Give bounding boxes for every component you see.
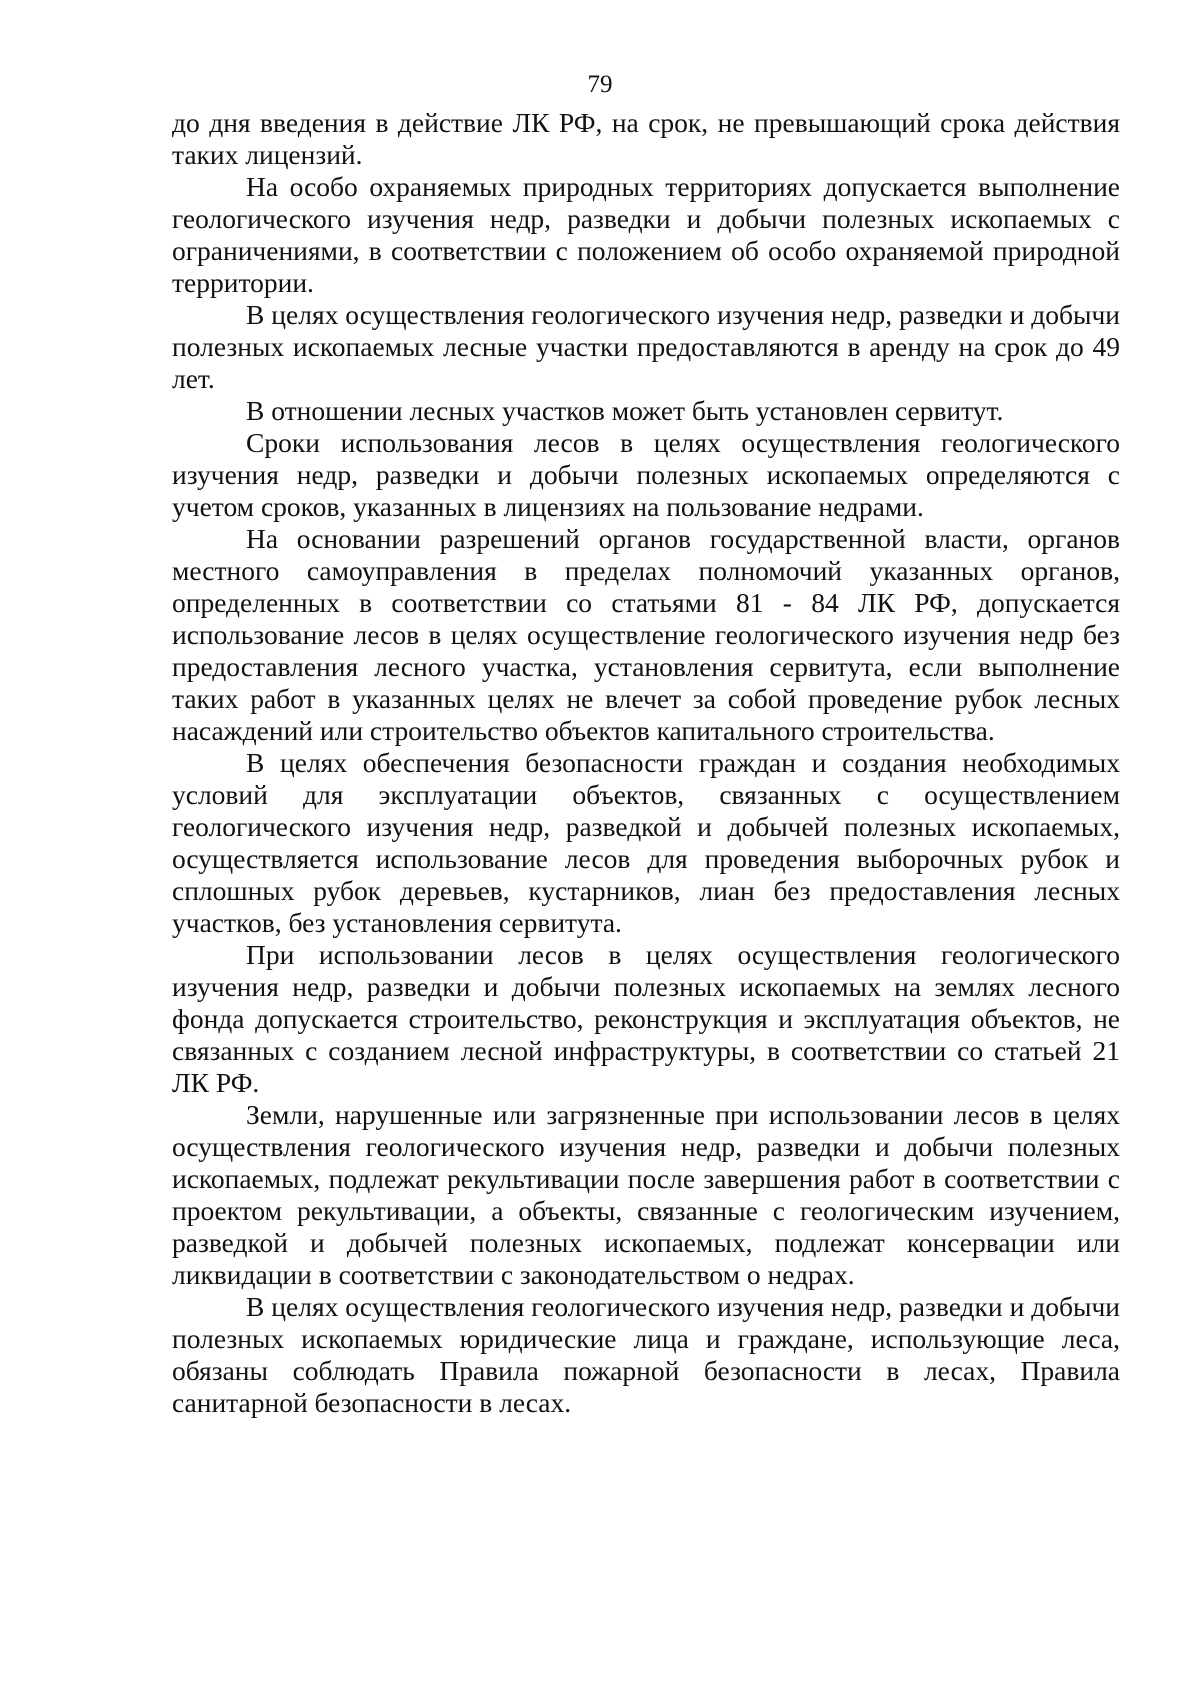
paragraph: На основании разрешений органов государственной власти, органов местного самоуправления в пределах полномочий указанных органов, определенных в соответствии со статьями 81 - 84 ЛК РФ, допускается использование лесов в целях осуществление геологического изучения недр без предоставления лесного участка, установления сервитута, если выполнение таких работ в указанных целях не влечет за собой проведение рубок лесных насаждений или строительство объектов капитального строительства. [172,523,1120,746]
paragraph: Земли, нарушенные или загрязненные при использовании лесов в целях осуществления геологического изучения недр, разведки и добычи полезных ископаемых, подлежат рекультивации после завершения работ в соответствии с проектом рекультивации, а объекты, связанные с геологическим изучением, разведкой и добычей полезных ископаемых, подлежат консервации или ликвидации в соответствии с законодательством о недрах. [172,1099,1120,1290]
paragraph: При использовании лесов в целях осуществления геологического изучения недр, разведки и добычи полезных ископаемых на землях лесного фонда допускается строительство, реконструкция и эксплуатация объектов, не связанных с созданием лесной инфраструктуры, в соответствии со статьей 21 ЛК РФ. [172,939,1120,1098]
document-body [172,107,1120,1419]
page-number: 79 [587,71,613,98]
paragraph: В целях обеспечения безопасности граждан и создания необходимых условий для эксплуатации объектов, связанных с осуществлением геологического изучения недр, разведкой и добычей полезных ископаемых, осуществляется использование лесов для проведения выборочных рубок и сплошных рубок деревьев, кустарников, лиан без предоставления лесных участков, без установления сервитута. [172,747,1120,938]
paragraph: На особо охраняемых природных территориях допускается выполнение геологического изучения недр, разведки и добычи полезных ископаемых с ограничениями, в соответствии с положением об особо охраняемой природной территории. [172,171,1120,298]
paragraph: В отношении лесных участков может быть установлен сервитут. [246,395,1004,426]
paragraph: В целях осуществления геологического изучения недр, разведки и добычи полезных ископаемых юридические лица и граждане, использующие леса, обязаны соблюдать Правила пожарной безопасности в лесах, Правила санитарной безопасности в лесах. [172,1291,1120,1418]
paragraph: до дня введения в действие ЛК РФ, на срок, не превышающий срока действия таких лицензий. [172,107,1120,170]
paragraph: Сроки использования лесов в целях осуществления геологического изучения недр, разведки и добычи полезных ископаемых определяются с учетом сроков, указанных в лицензиях на пользование недрами. [172,427,1120,522]
paragraph: В целях осуществления геологического изучения недр, разведки и добычи полезных ископаемых лесные участки предоставляются в аренду на срок до 49 лет. [172,299,1120,394]
